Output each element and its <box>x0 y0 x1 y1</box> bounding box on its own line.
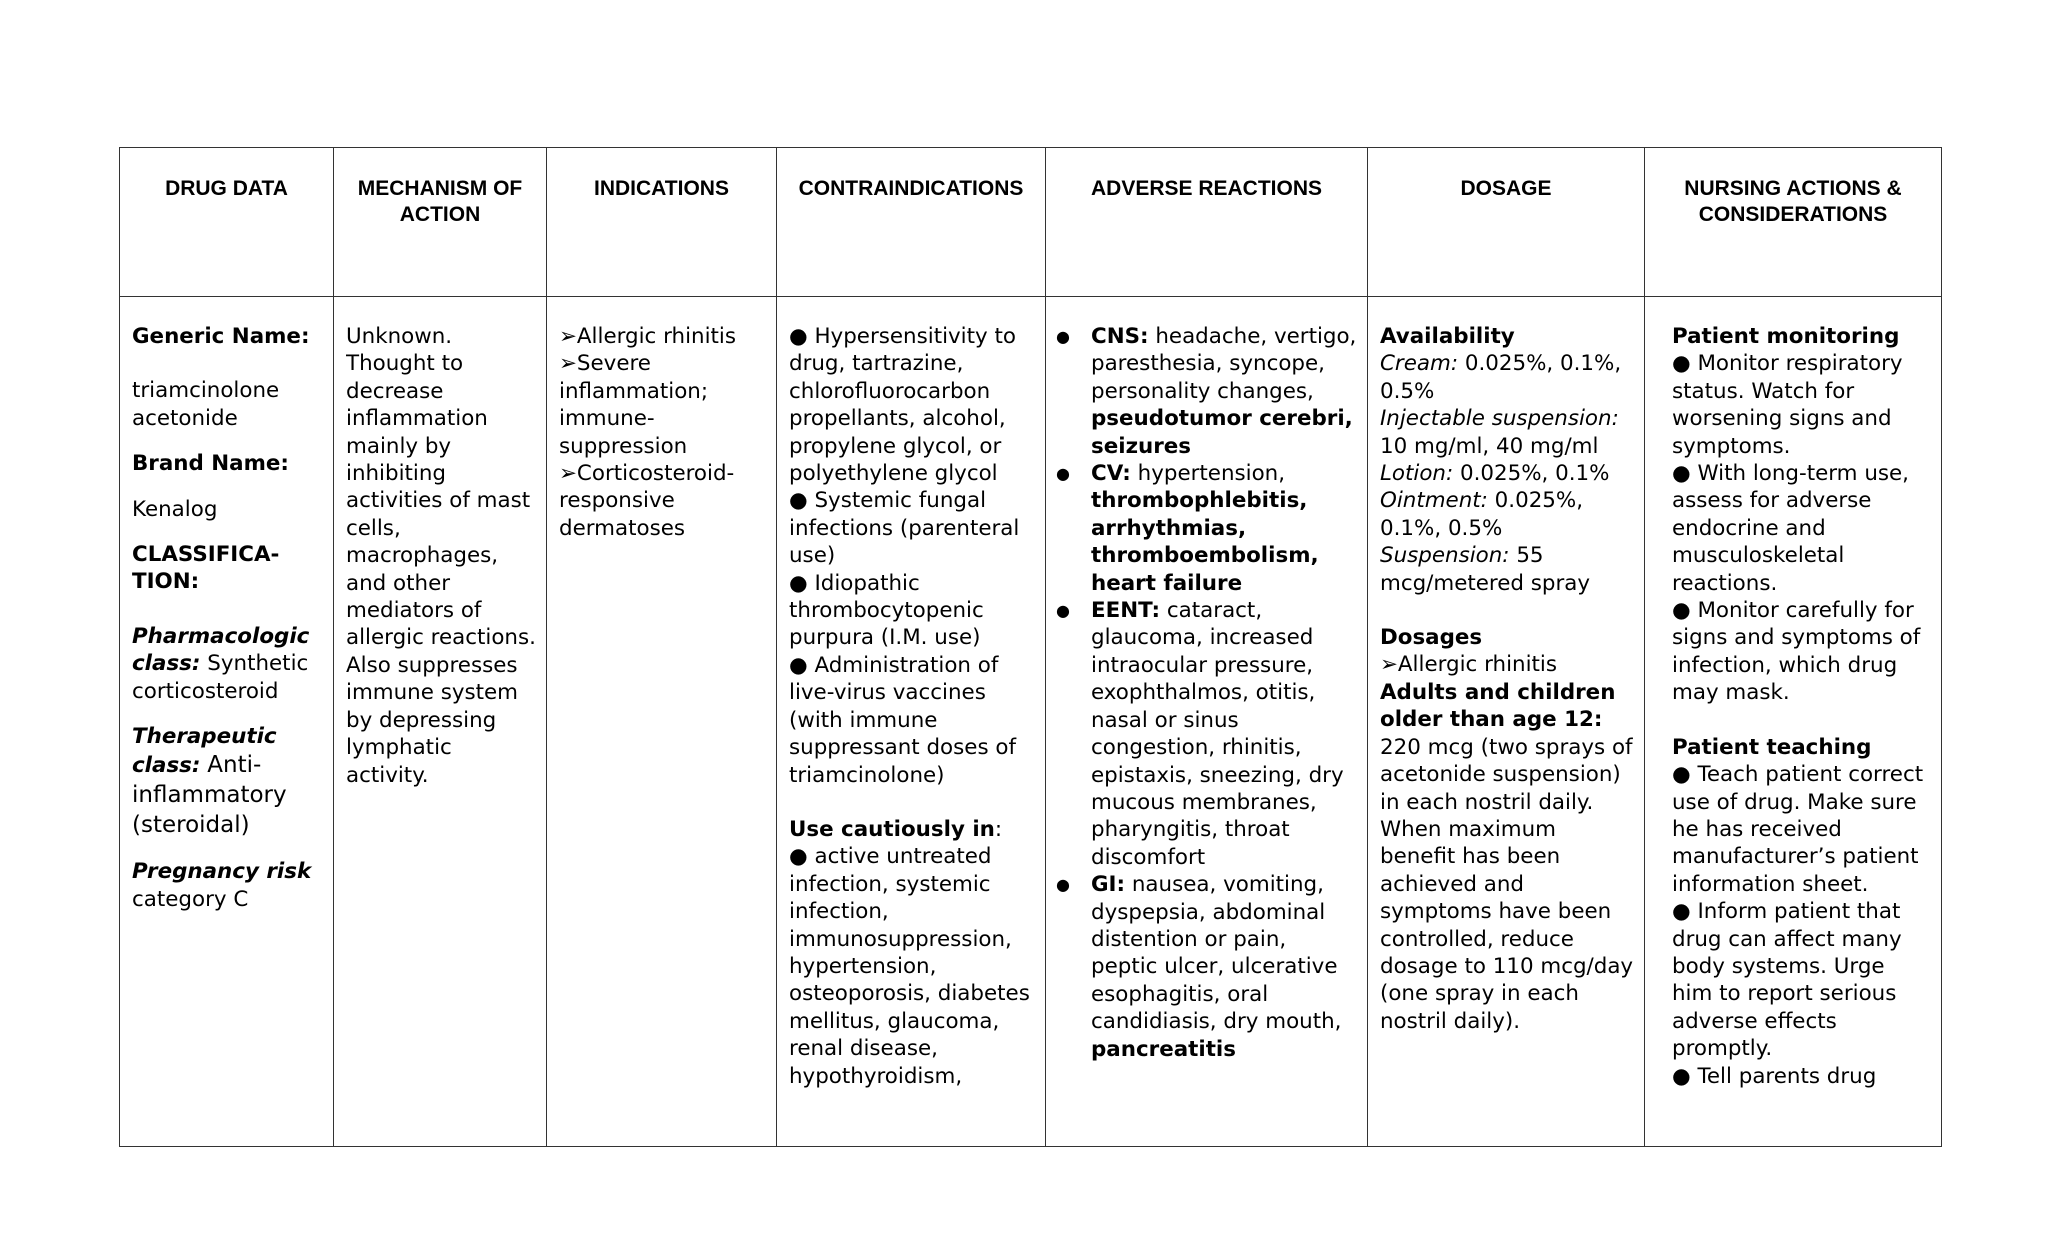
dosage-form <box>1380 460 1634 487</box>
pharmacologic-class-label: Pharmacologic class: <box>132 623 310 677</box>
header-adverse-reactions: ADVERSE REACTIONS <box>1046 148 1368 297</box>
pregnancy-risk-label: Pregnancy risk <box>132 859 312 885</box>
dosage-form <box>1380 405 1634 460</box>
header-drug-data: DRUG DATA <box>120 148 334 297</box>
mechanism-text: Unknown. Thought to decrease inflammation mainly by inhibiting activities of mast cells, macrophages, and other mediators of allergic reactions. Also suppresses immune system by depressing lymphatic activity. <box>346 324 536 788</box>
header-contraindications: CONTRAINDICATIONS <box>777 148 1046 297</box>
adverse-item: ● CV: hypertension, thrombophlebitis, arrhythmias, thromboembolism, heart failure <box>1056 461 1319 596</box>
contraindication-item: ● Administration of live-virus vaccines (with immune suppressant doses of triamcinolone) <box>789 652 1017 788</box>
monitoring-label: Patient monitoring <box>1672 324 1900 349</box>
cell-dosage <box>1368 297 1645 1147</box>
content-row <box>120 297 1942 1147</box>
dosage-form <box>1380 487 1634 542</box>
form-name: Ointment: <box>1380 488 1488 514</box>
adverse-serious-text: pancreatitis <box>1091 1036 1236 1062</box>
indication-item: ➢Corticosteroid-responsive dermatoses <box>559 461 735 541</box>
teaching-item: ● Tell parents drug <box>1672 1063 1877 1089</box>
form-value: 55 mcg/metered spray <box>1380 543 1591 596</box>
teaching-item: ● Inform patient that drug can affect many body systems. Urge him to report serious adverse effects promptly. <box>1672 899 1902 1062</box>
adverse-system-label: CV: <box>1091 461 1131 487</box>
adverse-normal-text: headache, vertigo, paresthesia, syncope, personality changes, <box>1091 324 1357 404</box>
header-indications: INDICATIONS <box>547 148 777 297</box>
indication-item: ➢Allergic rhinitis <box>559 324 736 349</box>
caution-colon: : <box>994 816 1003 842</box>
form-value: 0.025%, 0.1% <box>1453 461 1610 487</box>
adverse-item: ● GI: nausea, vomiting, dyspepsia, abdominal distention or pain, peptic ulcer, ulcerative esophagitis, oral candidiasis, dry mouth, pancreatitis <box>1056 872 1342 1062</box>
cell-indications <box>547 297 777 1147</box>
availability-label: Availability <box>1380 324 1515 349</box>
cell-contraindications <box>777 297 1046 1147</box>
cell-adverse-reactions <box>1046 297 1368 1147</box>
adverse-serious-text: thrombophlebitis, arrhythmias, thromboembolism, heart failure <box>1091 488 1319 596</box>
cell-drug-data <box>120 297 334 1147</box>
generic-name-label: Generic Name: <box>132 324 310 349</box>
adverse-system-label: GI: <box>1091 872 1126 898</box>
adverse-system-label: EENT: <box>1091 598 1161 624</box>
header-mechanism: MECHANISM OF ACTION <box>334 148 547 297</box>
pharmacologic-class-value: Synthetic corticosteroid <box>132 651 309 704</box>
adverse-serious-text: pseudotumor cerebri, seizures <box>1091 406 1353 459</box>
pharmacologic-class <box>132 623 323 705</box>
caution-heading <box>789 816 1035 843</box>
adverse-system-label: CNS: <box>1091 324 1149 349</box>
pregnancy-risk-value: category C <box>132 886 249 912</box>
header-nursing: NURSING ACTIONS & CONSIDERATIONS <box>1645 148 1942 297</box>
indication-item: ➢Severe inflammation; immune-suppression <box>559 351 709 459</box>
dosage-form <box>1380 350 1634 405</box>
form-name: Suspension: <box>1380 543 1510 569</box>
contraindication-item: ● Hypersensitivity to drug, tartrazine, chlorofluorocarbon propellants, alcohol, propylene glycol, or polyethylene glycol <box>789 324 1016 487</box>
brand-name-value: Kenalog <box>132 496 218 522</box>
adverse-normal-text: cataract, glaucoma, increased intraocular pressure, exophthalmos, otitis, nasal or sinus congestion, rhinitis, epistaxis, sneezing, dry mucous membranes, pharyngitis, throat discomfort <box>1091 598 1344 870</box>
dosage-form <box>1380 542 1634 597</box>
form-name: Injectable suspension: <box>1380 406 1619 432</box>
brand-name-label: Brand Name: <box>132 451 289 477</box>
adverse-normal-text: nausea, vomiting, dyspepsia, abdominal distention or pain, peptic ulcer, ulcerative esophagitis, oral candidiasis, dry mouth, <box>1091 872 1342 1035</box>
teaching-item: ● Teach patient correct use of drug. Make sure he has received manufacturer’s patient information sheet. <box>1672 762 1924 897</box>
adverse-item: ● EENT: cataract, glaucoma, increased intraocular pressure, exophthalmos, otitis, nasal or sinus congestion, rhinitis, epistaxis, sneezing, dry mucous membranes, pharyngitis, throat discomfort <box>1056 598 1344 870</box>
dosage-indication: ➢Allergic rhinitis <box>1380 652 1557 678</box>
dosage-group-text: 220 mcg (two sprays of acetonide suspension) in each nostril daily. When maximum benefit has been achieved and symptoms have been controlled, reduce dosage to 110 mcg/day (one spray in each nostril daily). <box>1380 734 1634 1034</box>
caution-label: Use cautiously in <box>789 816 995 842</box>
classification-label: CLASSIFICA-TION: <box>132 542 280 595</box>
monitoring-item: ● With long-term use, assess for adverse endocrine and musculoskeletal reactions. <box>1672 461 1909 596</box>
adverse-list <box>1056 323 1357 1063</box>
cell-mechanism <box>334 297 547 1147</box>
header-dosage: DOSAGE <box>1368 148 1645 297</box>
form-name: Cream: <box>1380 351 1459 377</box>
monitoring-item: ● Monitor respiratory status. Watch for worsening signs and symptoms. <box>1672 351 1903 459</box>
dosage-group-label: Adults and children older than age 12: <box>1380 679 1616 733</box>
generic-name-value: triamcinolone acetonide <box>132 378 280 431</box>
contraindication-item: ● Systemic fungal infections (parenteral use) <box>789 488 1020 569</box>
cell-nursing <box>1645 297 1942 1147</box>
therapeutic-class-label: Therapeutic class: <box>132 724 277 779</box>
adverse-normal-text: hypertension, <box>1130 461 1286 487</box>
form-value: 0.025%, 0.1%, 0.5% <box>1380 488 1584 541</box>
therapeutic-class-value: Anti-inflammatory (steroidal) <box>132 752 287 839</box>
header-row <box>120 148 1942 297</box>
caution-text: ● active untreated infection, systemic infection, immunosuppression, hypertension, osteoporosis, diabetes mellitus, glaucoma, renal disease, hypothyroidism, <box>789 844 1030 1089</box>
therapeutic-class <box>132 723 323 840</box>
form-value: 0.025%, 0.1%, 0.5% <box>1380 351 1622 404</box>
adverse-item: ● CNS: headache, vertigo, paresthesia, syncope, personality changes, pseudotumor cerebri, seizures <box>1056 324 1357 459</box>
form-value: 10 mg/ml, 40 mg/ml <box>1380 433 1599 459</box>
monitoring-item: ● Monitor carefully for signs and symptoms of infection, which drug may mask. <box>1672 598 1921 706</box>
dosages-label: Dosages <box>1380 625 1483 651</box>
contraindication-item: ● Idiopathic thrombocytopenic purpura (I.M. use) <box>789 570 984 651</box>
teaching-label: Patient teaching <box>1672 734 1872 760</box>
drug-table <box>119 147 1942 1147</box>
form-name: Lotion: <box>1380 461 1454 487</box>
